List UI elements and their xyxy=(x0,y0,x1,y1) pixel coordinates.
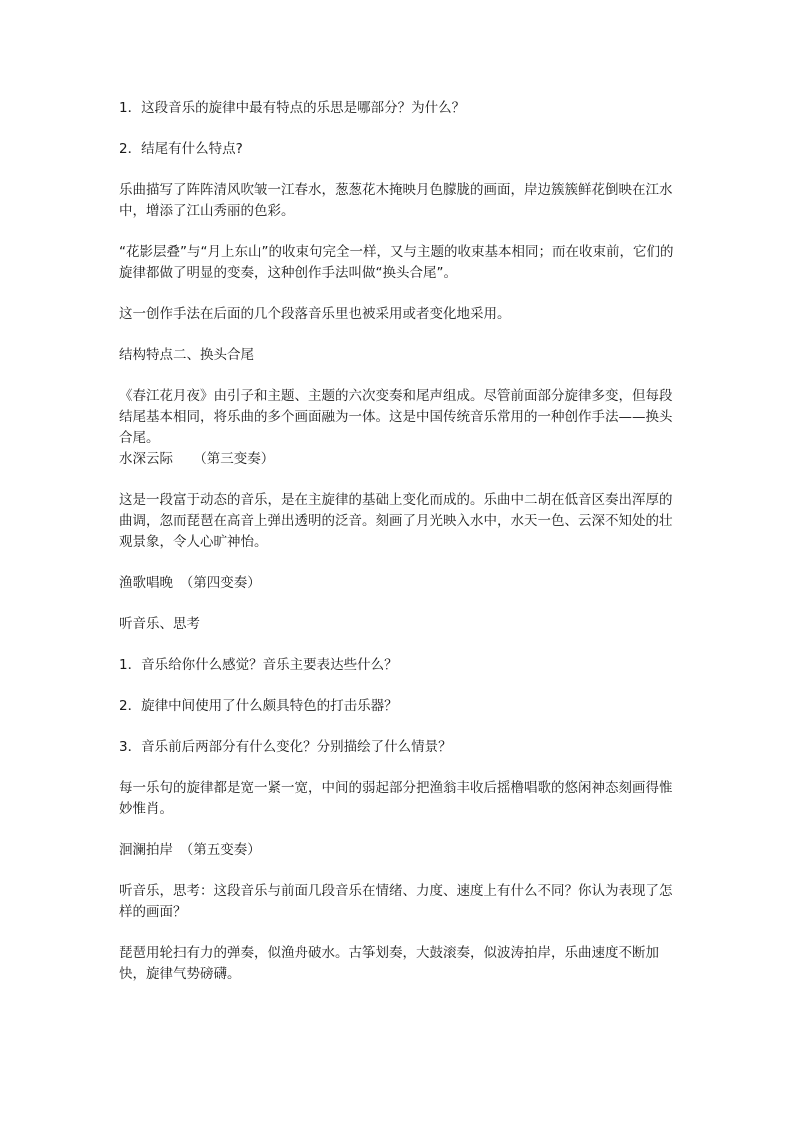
variation-3-description-paragraph: 这是一段富于动态的音乐，是在主旋律的基础上变化而成的。乐曲中二胡在低音区奏出浑厚的曲调，忽而琵琶在高音上弹出透明的泛音。刻画了月光映入水中，水天一色、云深不知处的壮观景象，令人心旷神怡。 xyxy=(119,492,673,550)
question-change-paragraph: 3．音乐前后两部分有什么变化？分别描绘了什么情景？ xyxy=(119,739,452,755)
technique-usage-paragraph: 这一创作手法在后面的几个段落音乐里也被采用或者变化地采用。 xyxy=(119,306,511,322)
structure-heading: 结构特点二、换头合尾 xyxy=(119,347,254,363)
question-instrument-paragraph: 2．旋律中间使用了什么颇具特色的打击乐器？ xyxy=(119,698,398,714)
question-feeling-paragraph: 1．音乐给你什么感觉？音乐主要表达些什么？ xyxy=(119,657,398,673)
question-2-paragraph: 2．结尾有什么特点? xyxy=(119,141,243,157)
variation-3-heading: 水深云际 （第三变奏） xyxy=(119,451,275,467)
phrase-description-paragraph: 每一乐句的旋律都是宽一紧一宽，中间的弱起部分把渔翁丰收后摇橹唱歌的悠闲神态刻画得惟妙惟肖。 xyxy=(119,780,673,817)
question-1-paragraph: 1．这段音乐的旋律中最有特点的乐思是哪部分？为什么？ xyxy=(119,100,466,116)
variation-5-description-paragraph: 琵琶用轮扫有力的弹奏，似渔舟破水。古筝划奏，大鼓滚奏，似波涛拍岸，乐曲速度不断加快，旋律气势磅礴。 xyxy=(119,945,659,982)
variation-4-heading: 渔歌唱晚 （第四变奏） xyxy=(119,575,261,591)
music-description-paragraph: 乐曲描写了阵阵清风吹皱一江春水，葱葱花木掩映月色朦胧的画面，岸边簇簇鲜花倒映在江水中，增添了江山秀丽的色彩。 xyxy=(119,182,673,219)
variation-5-heading: 洄澜拍岸 （第五变奏） xyxy=(119,842,261,858)
listen-think-heading: 听音乐、思考 xyxy=(119,616,200,632)
document-body xyxy=(119,98,679,985)
ending-technique-paragraph: “花影层叠”与“月上东山”的收束句完全一样，又与主题的收束基本相同；而在收束前，它们的旋律都做了明显的变奏，这种创作手法叫做“换头合尾”。 xyxy=(119,244,674,281)
structure-description-paragraph: 《春江花月夜》由引子和主题、主题的六次变奏和尾声组成。尽管前面部分旋律多变，但每段结尾基本相同，将乐曲的多个画面融为一体。这是中国传统音乐常用的一种创作手法——换头合尾。 xyxy=(119,388,673,446)
variation-5-question-paragraph: 听音乐，思考：这段音乐与前面几段音乐在情绪、力度、速度上有什么不同？你认为表现了怎样的画面？ xyxy=(119,883,673,920)
